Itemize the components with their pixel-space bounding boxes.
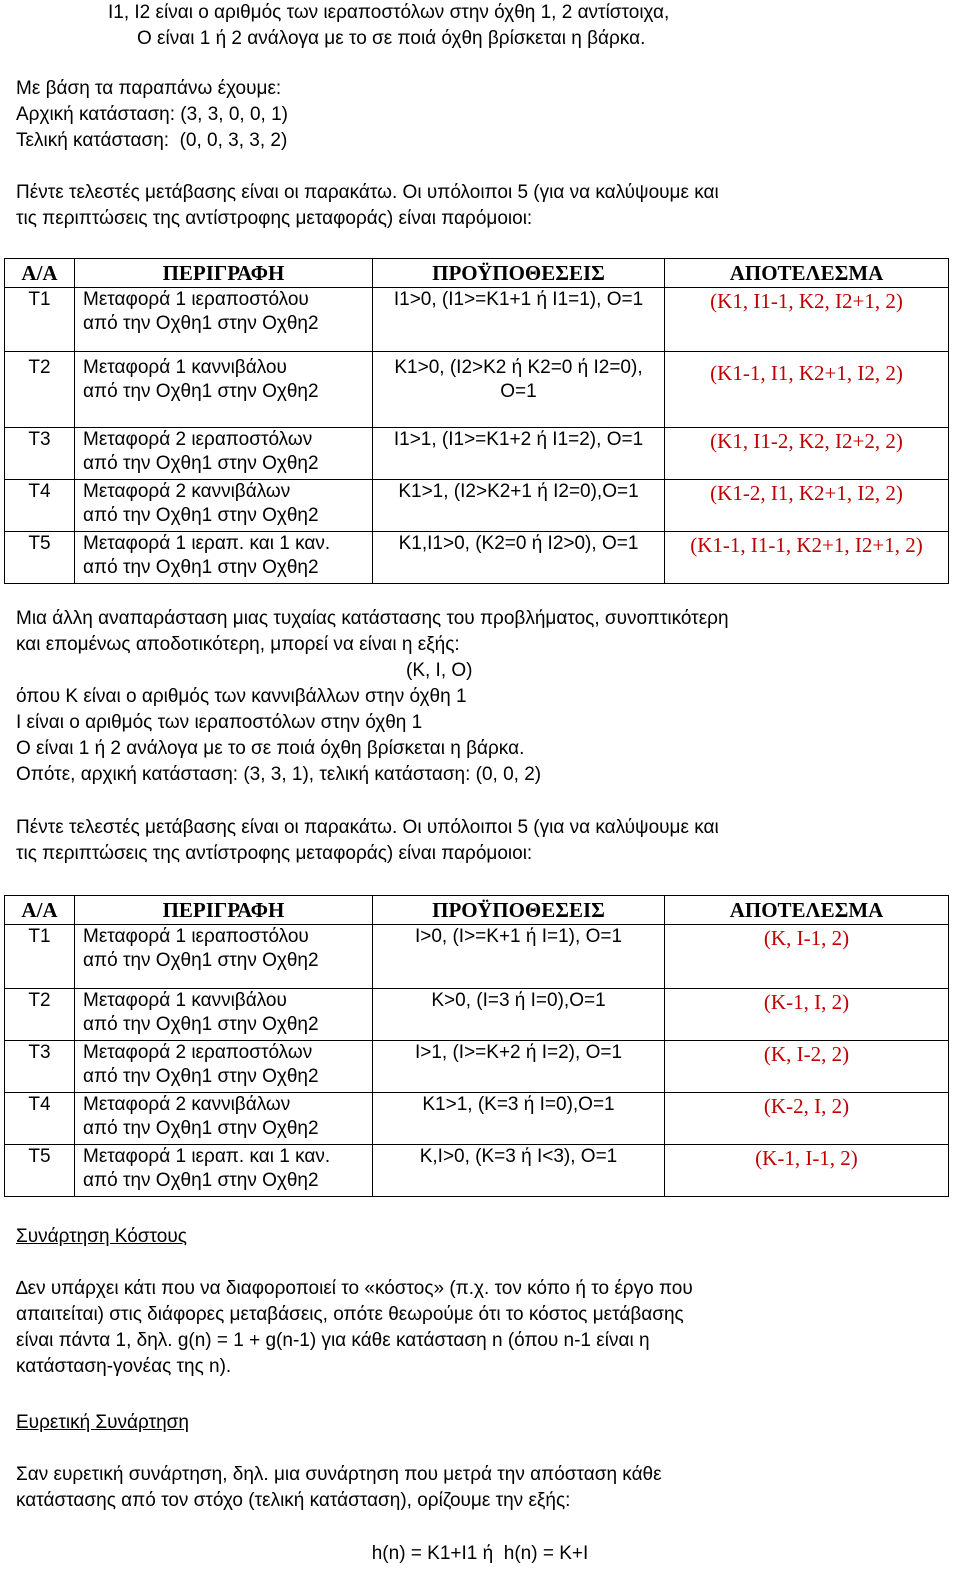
row-preconditions: Κ,Ι>0, (Κ=3 ή Ι<3), Ο=1 [373, 1145, 665, 1197]
row-description: Μεταφορά 1 ιεραποστόλου από την Οχθη1 στην Οχθη2 [75, 925, 373, 989]
table-row [5, 480, 949, 532]
header-result: ΑΠΟΤΕΛΕΣΜΑ [665, 896, 949, 925]
table-header-row [5, 896, 949, 925]
row-result: (Κ-2, Ι, 2) [665, 1093, 949, 1145]
row-description: Μεταφορά 1 ιεραποστόλου από την Οχθη1 στην Οχθη2 [75, 288, 373, 352]
cost-line-4: κατάσταση-γονέας της n). [16, 1356, 232, 1377]
row-description: Μεταφορά 1 καννιβάλου από την Οχθη1 στην Οχθη2 [75, 352, 373, 428]
row-id: Τ2 [5, 352, 75, 428]
row-id: Τ1 [5, 288, 75, 352]
table-row [5, 288, 949, 352]
state-tuple: (Κ, Ι, Ο) [406, 660, 473, 681]
row-result: (Κ, Ι-2, 2) [665, 1041, 949, 1093]
row-preconditions: Ι>0, (Ι>=Κ+1 ή Ι=1), Ο=1 [373, 925, 665, 989]
row-result: (Κ1, Ι1-1, Κ2, Ι2+1, 2) [665, 288, 949, 352]
row-id: Τ5 [5, 1145, 75, 1197]
row-result: (Κ1-1, Ι1, Κ2+1, Ι2, 2) [665, 352, 949, 428]
header-preconditions: ΠΡΟΫΠΟΘΕΣΕΙΣ [373, 896, 665, 925]
row-description: Μεταφορά 1 ιεραπ. και 1 καν. από την Οχθη1 στην Οχθη2 [75, 1145, 373, 1197]
middle-line-7: Πέντε τελεστές μετάβασης είναι οι παρακάτω. Οι υπόλοιποι 5 (για να καλύψουμε και [16, 817, 719, 838]
cost-heading: Συνάρτηση Κόστους [16, 1226, 187, 1247]
row-preconditions: Κ>0, (Ι=3 ή Ι=0),Ο=1 [373, 989, 665, 1041]
row-description: Μεταφορά 1 καννιβάλου από την Οχθη1 στην Οχθη2 [75, 989, 373, 1041]
row-result: (Κ1, Ι1-2, Κ2, Ι2+2, 2) [665, 428, 949, 480]
row-description: Μεταφορά 1 ιεραπ. και 1 καν. από την Οχθη1 στην Οχθη2 [75, 532, 373, 584]
table-row [5, 1041, 949, 1093]
cost-line-1: ∆εν υπάρχει κάτι που να διαφοροποιεί το «κόστος» (π.χ. τον κόπο ή το έργο που [16, 1278, 693, 1299]
row-preconditions: Κ1,Ι1>0, (Κ2=0 ή Ι2>0), Ο=1 [373, 532, 665, 584]
table-row [5, 1145, 949, 1197]
row-result: (Κ1-1, Ι1-1, Κ2+1, Ι2+1, 2) [665, 532, 949, 584]
middle-line-4: Ι είναι ο αριθμός των ιεραποστόλων στην όχθη 1 [16, 712, 423, 733]
row-id: Τ3 [5, 1041, 75, 1093]
table-row [5, 532, 949, 584]
row-preconditions: Κ1>1, (Ι2>Κ2+1 ή Ι2=0),Ο=1 [373, 480, 665, 532]
middle-line-6: Οπότε, αρχική κατάσταση: (3, 3, 1), τελική κατάσταση: (0, 0, 2) [16, 764, 542, 785]
table-row [5, 428, 949, 480]
row-description: Μεταφορά 2 καννιβάλων από την Οχθη1 στην Οχθη2 [75, 480, 373, 532]
heuristic-line-2: κατάστασης από τον στόχο (τελική κατάσταση), ορίζουμε την εξής: [16, 1490, 571, 1511]
header-id: Α/Α [5, 896, 75, 925]
intro-line-1: Ι1, Ι2 είναι ο αριθμός των ιεραποστόλων στην όχθη 1, 2 αντίστοιχα, [108, 2, 670, 23]
initial-state: Αρχική κατάσταση: (3, 3, 0, 0, 1) [16, 104, 289, 125]
header-id: Α/Α [5, 259, 75, 288]
row-preconditions: Κ1>1, (Κ=3 ή Ι=0),Ο=1 [373, 1093, 665, 1145]
intro-line-3: Με βάση τα παραπάνω έχουμε: [16, 78, 282, 99]
row-result: (Κ1-2, Ι1, Κ2+1, Ι2, 2) [665, 480, 949, 532]
row-preconditions: Ι1>0, (Ι1>=Κ1+1 ή Ι1=1), Ο=1 [373, 288, 665, 352]
header-description: ΠΕΡΙΓΡΑΦΗ [75, 896, 373, 925]
heuristic-heading: Ευρετική Συνάρτηση [16, 1412, 189, 1433]
row-preconditions: Ι>1, (Ι>=Κ+2 ή Ι=2), Ο=1 [373, 1041, 665, 1093]
header-preconditions: ΠΡΟΫΠΟΘΕΣΕΙΣ [373, 259, 665, 288]
row-id: Τ3 [5, 428, 75, 480]
row-id: Τ2 [5, 989, 75, 1041]
middle-line-8: τις περιπτώσεις της αντίστροφης μεταφοράς) είναι παρόμοιοι: [16, 843, 533, 864]
table-header-row [5, 259, 949, 288]
header-result: ΑΠΟΤΕΛΕΣΜΑ [665, 259, 949, 288]
table-row [5, 1093, 949, 1145]
row-result: (Κ-1, Ι, 2) [665, 989, 949, 1041]
row-id: Τ5 [5, 532, 75, 584]
intro-line-2: Ο είναι 1 ή 2 ανάλογα με το σε ποιά όχθη βρίσκεται η βάρκα. [137, 28, 646, 49]
row-description: Μεταφορά 2 ιεραποστόλων από την Οχθη1 στην Οχθη2 [75, 428, 373, 480]
header-description: ΠΕΡΙΓΡΑΦΗ [75, 259, 373, 288]
middle-line-5: Ο είναι 1 ή 2 ανάλογα με το σε ποιά όχθη βρίσκεται η βάρκα. [16, 738, 525, 759]
row-id: Τ4 [5, 480, 75, 532]
table-row [5, 925, 949, 989]
heuristic-formula: h(n) = Κ1+Ι1 ή h(n) = Κ+Ι [371, 1543, 589, 1564]
operators-table-1 [4, 258, 949, 584]
row-preconditions: Κ1>0, (Ι2>Κ2 ή Κ2=0 ή Ι2=0), Ο=1 [373, 352, 665, 428]
row-description: Μεταφορά 2 ιεραποστόλων από την Οχθη1 στην Οχθη2 [75, 1041, 373, 1093]
final-state: Τελική κατάσταση: (0, 0, 3, 3, 2) [16, 130, 288, 151]
cost-line-2: απαιτείται) στις διάφορες μεταβάσεις, οπότε θεωρούμε ότι το κόστος μετάβασης [16, 1304, 684, 1325]
table-row [5, 989, 949, 1041]
middle-line-3: όπου Κ είναι ο αριθμός των καννιβάλλων στην όχθη 1 [16, 686, 467, 707]
row-result: (Κ, Ι-1, 2) [665, 925, 949, 989]
table-row [5, 352, 949, 428]
row-description: Μεταφορά 2 καννιβάλων από την Οχθη1 στην Οχθη2 [75, 1093, 373, 1145]
row-id: Τ1 [5, 925, 75, 989]
row-id: Τ4 [5, 1093, 75, 1145]
intro-line-6: Πέντε τελεστές μετάβασης είναι οι παρακάτω. Οι υπόλοιποι 5 (για να καλύψουμε και [16, 182, 719, 203]
middle-line-2: και επομένως αποδοτικότερη, μπορεί να είναι η εξής: [16, 634, 460, 655]
operators-table-2 [4, 895, 949, 1197]
middle-line-1: Μια άλλη αναπαράσταση μιας τυχαίας κατάστασης του προβλήματος, συνοπτικότερη [16, 608, 729, 629]
row-preconditions: Ι1>1, (Ι1>=Κ1+2 ή Ι1=2), Ο=1 [373, 428, 665, 480]
heuristic-line-1: Σαν ευρετική συνάρτηση, δηλ. μια συνάρτηση που μετρά την απόσταση κάθε [16, 1464, 662, 1485]
cost-line-3: είναι πάντα 1, δηλ. g(n) = 1 + g(n-1) για κάθε κατάσταση n (όπου n-1 είναι η [16, 1330, 650, 1351]
intro-line-7: τις περιπτώσεις της αντίστροφης μεταφοράς) είναι παρόμοιοι: [16, 208, 533, 229]
row-result: (Κ-1, Ι-1, 2) [665, 1145, 949, 1197]
